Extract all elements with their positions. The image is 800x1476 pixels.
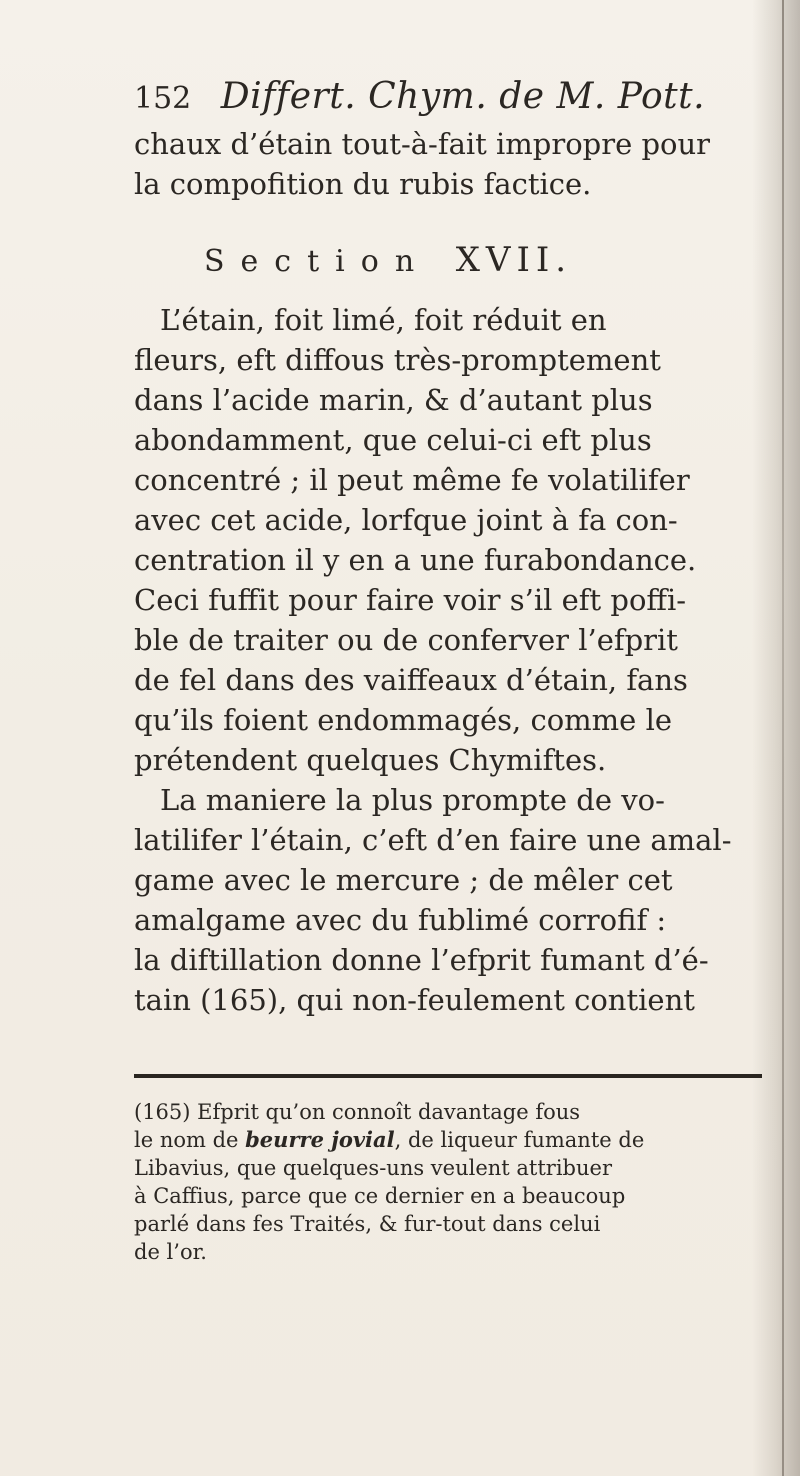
section-word: Section — [204, 244, 431, 279]
footnote-italic-term: beurre jovial — [245, 1127, 395, 1152]
text-line: game avec le mercure ; de mêler cet — [134, 863, 673, 897]
text-line: dans l’acide marin, & d’autant plus — [134, 383, 653, 417]
section-heading — [204, 236, 624, 284]
running-title: Differt. Chym. de M. Pott. — [220, 76, 706, 117]
footnote-line: (165) Efprit qu’on connoît davantage fous — [134, 1100, 581, 1124]
footnote-text: le nom de — [134, 1128, 246, 1152]
text-line: La maniere la plus prompte de vo- — [160, 783, 665, 817]
text-line: prétendent quelques Chymiftes. — [134, 743, 607, 777]
text-line: centration il y en a une furabondance. — [134, 543, 697, 577]
text-line: la compofition du rubis factice. — [134, 167, 592, 201]
text-line: tain (165), qui non-feulement contient — [134, 983, 695, 1017]
footnote-line: parlé dans fes Traités, & fur-tout dans celui — [134, 1212, 601, 1236]
text-line: amalgame avec du fublimé corrofif : — [134, 903, 667, 937]
footnote-rule — [134, 1074, 762, 1078]
text-line: concentré ; il peut même fe volatilifer — [134, 463, 690, 497]
text-line: fleurs, eft diffous très-promptement — [134, 343, 661, 377]
text-line: latilifer l’étain, c’eft d’en faire une amal- — [134, 823, 732, 857]
footnote-text: , de liqueur fumante de — [394, 1128, 645, 1152]
text-line: avec cet acide, lorfque joint à fa con- — [134, 503, 678, 537]
footnote-line: à Caffius, parce que ce dernier en a beaucoup — [134, 1184, 626, 1208]
footnote-line: Libavius, que quelques-uns veulent attribuer — [134, 1156, 612, 1180]
text-line: chaux d’étain tout-à-fait impropre pour — [134, 127, 711, 161]
text-line: abondamment, que celui-ci eft plus — [134, 423, 652, 457]
text-line: de fel dans des vaiffeaux d’étain, fans — [134, 663, 688, 697]
text-line: la diftillation donne l’efprit fumant d’é- — [134, 943, 709, 977]
text-line: ble de traiter ou de conferver l’efprit — [134, 623, 678, 657]
section-number: XVII. — [455, 240, 573, 280]
footnote-line — [134, 1126, 764, 1154]
text-line: qu’ils foient endommagés, comme le — [134, 703, 673, 737]
footnote-line: de l’or. — [134, 1240, 207, 1264]
text-line: L’étain, foit limé, foit réduit en — [160, 303, 607, 337]
page-edge — [782, 0, 784, 1476]
page-number: 152 — [134, 81, 192, 116]
running-head — [134, 72, 706, 122]
text-line: Ceci fuffit pour faire voir s’il eft poffi- — [134, 583, 687, 617]
